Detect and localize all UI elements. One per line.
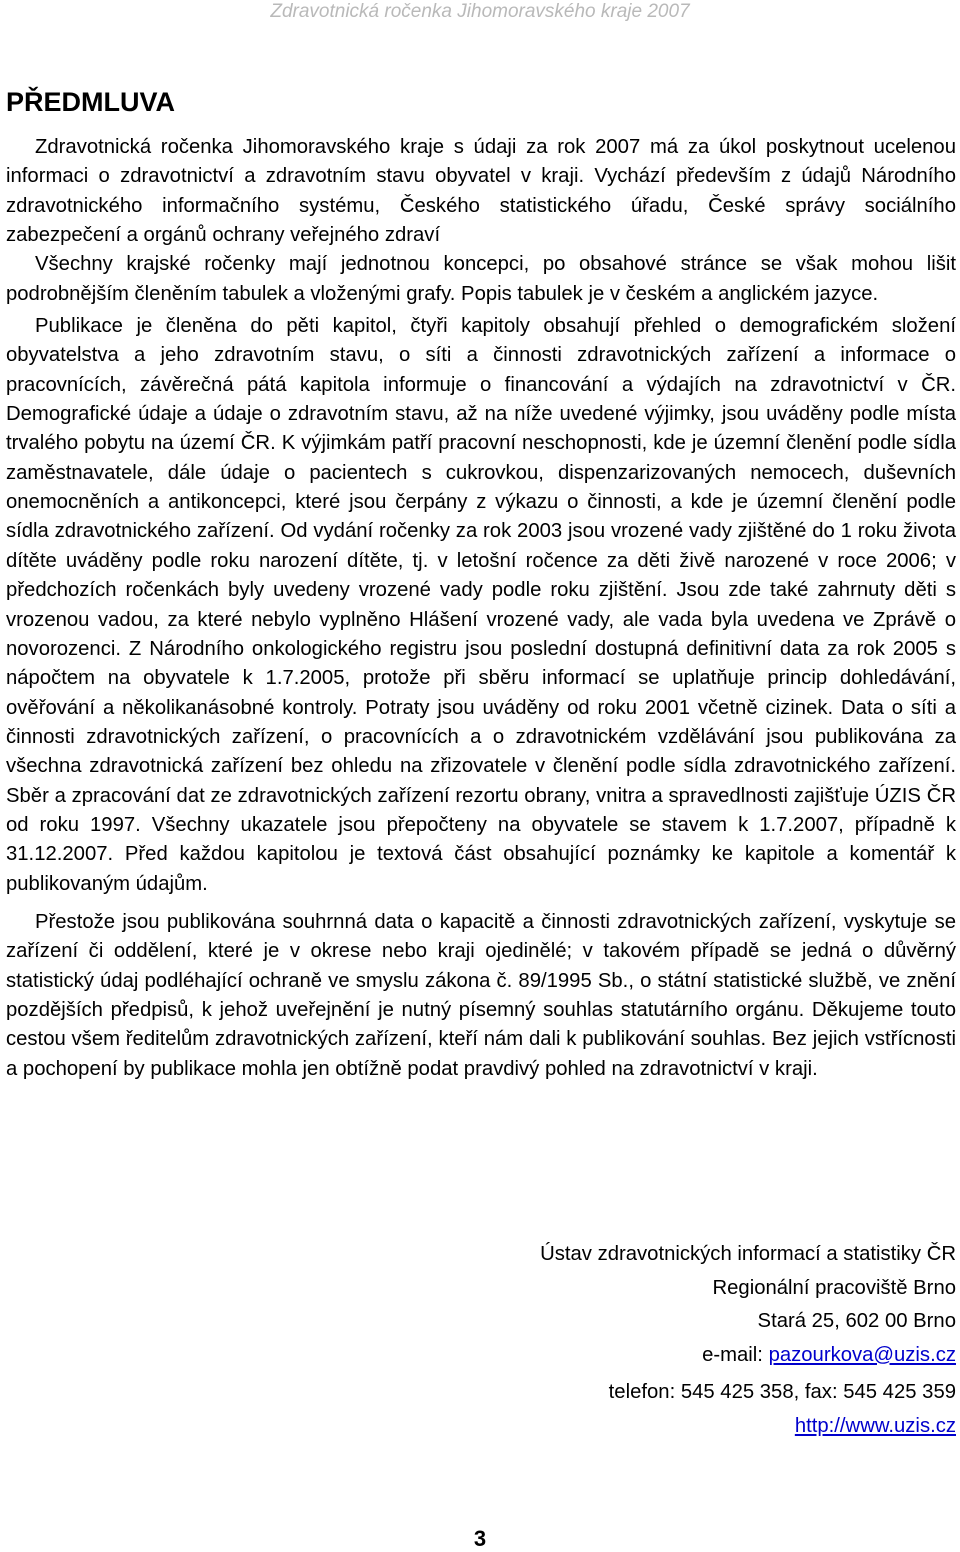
signature-email-line [540, 1339, 956, 1373]
running-header: Zdravotnická ročenka Jihomoravského kraje 2007 [270, 1, 690, 22]
email-label: e-mail: [702, 1343, 769, 1366]
paragraph-yearbooks: Všechny krajské ročenky mají jednotnou koncepci, po obsahové stránce se však mohou lišit podrobnějším členěním tabulek a vloženými grafy. Popis tabulek je v českém a anglickém jazyce. [6, 253, 956, 305]
signature-block [540, 1238, 956, 1443]
signature-office: Regionální pracoviště Brno [712, 1276, 956, 1299]
page-number: 3 [473, 1526, 487, 1551]
website-link[interactable]: http://www.uzis.cz [794, 1414, 956, 1437]
preface-body [6, 133, 956, 1084]
signature-address: Stará 25, 602 00 Brno [757, 1310, 956, 1332]
paragraph-intro: Zdravotnická ročenka Jihomoravského kraje s údaji za rok 2007 má za úkol poskytnout ucelenou informaci o zdravotnictví a zdravotním stavu obyvatel v kraji. Vychází především z údajů Národního zdravotnického informačního systému, Českého statistického úřadu, České správy sociálního zabezpečení a orgánů ochrany veřejného zdraví [6, 136, 956, 247]
signature-website-line [540, 1410, 956, 1444]
signature-phone: telefon: 545 425 358, fax: 545 425 359 [608, 1381, 956, 1403]
paragraph-chapters: Publikace je členěna do pěti kapitol, čtyři kapitoly obsahují přehled o demografickém složení obyvatelstva a jeho zdravotním stavu, o síti a činnosti zdravotnických zařízení a informace o pracovnících, závěrečná pátá kapitola informuje o financování a výdajích na zdravotnictví v ČR. Demografické údaje a údaje o zdravotním stavu, až na níže uvedené výjimky, jsou uváděny podle místa trvalého pobytu na území ČR. K výjimkám patří pracovní neschopnosti, kde je územní členění podle sídla zaměstnavatele, dále údaje o pacientech s cukrovkou, dispenzarizovaných nemocech, duševních onemocněních a antikoncepci, které jsou čerpány z výkazu o činnosti, a kde je územní členění podle sídla zdravotnického zařízení. Od vydání ročenky za rok 2003 jsou vrozené vady zjištěné do 1 roku života dítěte uváděny podle roku narození dítěte, tj. v letošní ročence za děti živě narozené v roce 2006; v předchozích ročenkách byly uvedeny vrozené vady podle roku zjištění. Jsou zde také zahrnuty děti s vrozenou vadou, za které nebylo vyplněno Hlášení vrozené vady, ale vada byla uvedena ve Zprávě o novorozenci. Z Národního onkologického registru jsou poslední dostupná definitivní data za rok 2005 s nápočtem na obyvatele k 1.7.2005, protože při sběru informací se uplatňuje princip dohledávání, ověřování a několikanásobné kontroly. Potraty jsou uváděny od roku 2001 včetně cizinek. Data o síti a činnosti zdravotnických zařízení, o pracovnících a o zdravotnickém vzdělávání jsou publikována za všechna zdravotnická zařízení bez ohledu na zřizovatele v členění podle sídla zdravotnického zařízení. Sběr a zpracování dat ze zdravotnických zařízení rezortu obrany, vnitra a spravedlnosti zajišťuje ÚZIS ČR od roku 1997. Všechny ukazatele jsou přepočteny na obyvatele se stavem k 1.7.2007, případně k 31.12.2007. Před každou kapitolou je textová část obsahující poznámky ke kapitole a komentář k publikovaným údajům. [6, 315, 956, 895]
signature-institution: Ústav zdravotnických informací a statistiky ČR [540, 1243, 956, 1265]
page-title: PŘEDMLUVA [6, 87, 176, 117]
email-link[interactable]: pazourkova@uzis.cz [768, 1343, 956, 1366]
paragraph-confidentiality: Přestože jsou publikována souhrnná data o kapacitě a činnosti zdravotnických zařízení, vyskytuje se zařízení či oddělení, které je v okrese nebo kraji ojedinělé; v takovém případě se jedná o důvěrný statistický údaj podléhající ochraně ve smyslu zákona č. 89/1995 Sb., o státní statistické službě, ve znění pozdějších předpisů, k jehož uveřejnění je nutný písemný souhlas statutárního orgánu. Děkujeme touto cestou všem ředitelům zdravotnických zařízení, kteří nám dali k publikování souhlas. Bez jejich vstřícnosti a pochopení by publikace mohla jen obtížně podat pravdivý pohled na zdravotnictví v kraji. [6, 910, 956, 1080]
